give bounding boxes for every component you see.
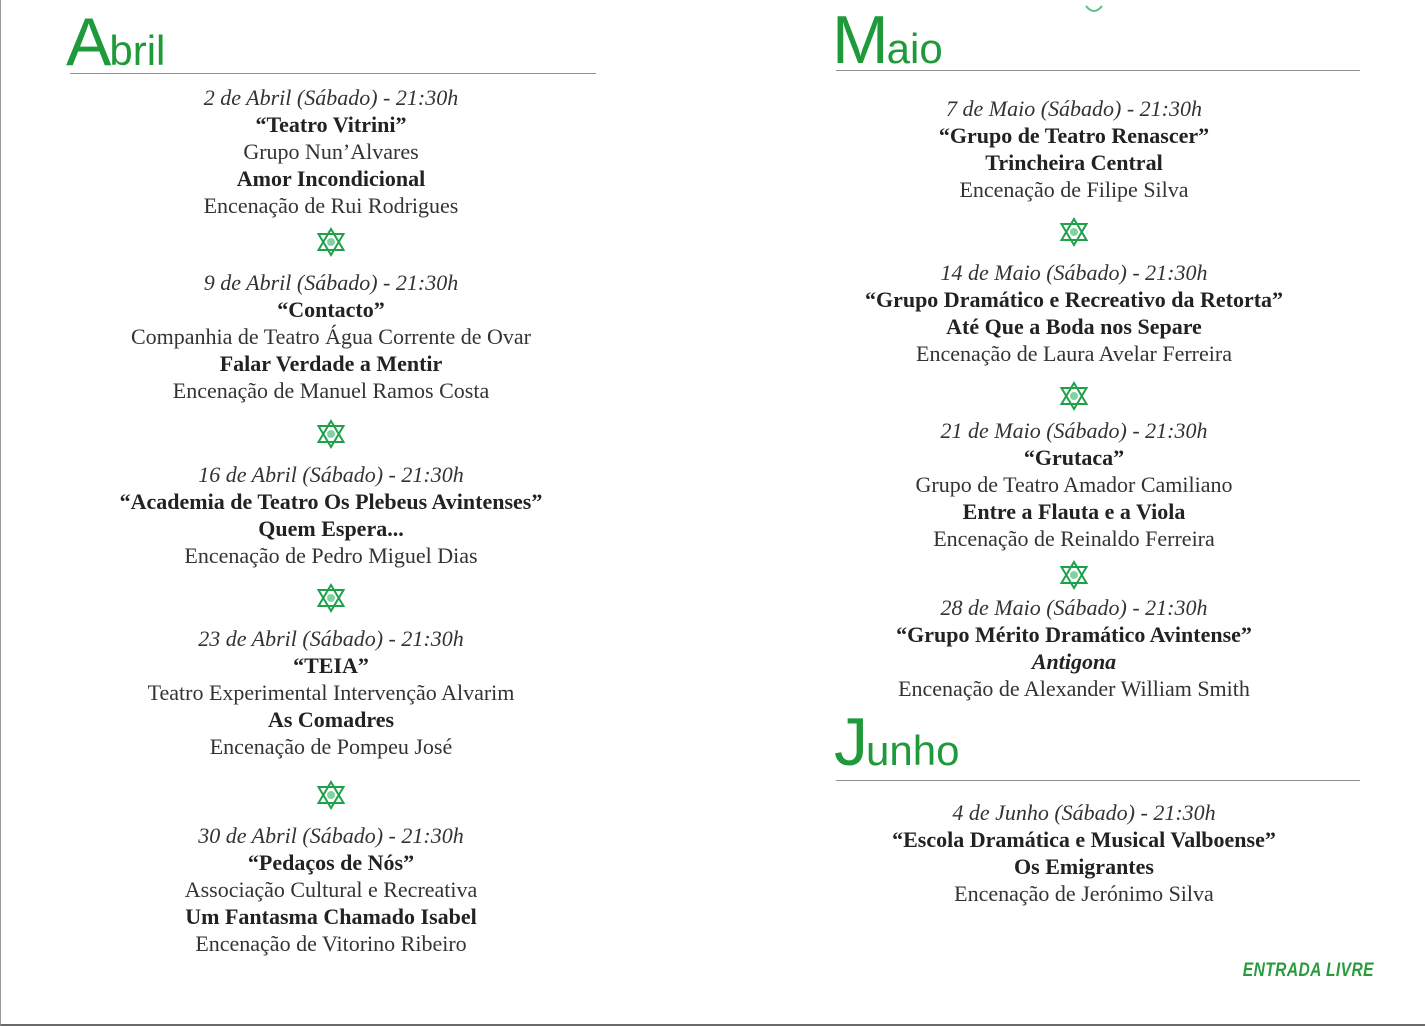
heading-rule-junho [836,780,1360,781]
event-abril-4 [66,625,596,760]
event-director: Encenação de Pedro Miguel Dias [184,543,478,568]
event-abril-5 [66,822,596,957]
month-heading-abril [66,4,166,80]
event-group: Grupo de Teatro Amador Camiliano [915,472,1233,497]
event-company: “Escola Dramática e Musical Valboense” [892,827,1276,852]
heading-rest: bril [109,27,166,74]
event-maio-4 [836,594,1312,702]
event-director: Encenação de Vitorino Ribeiro [195,931,467,956]
star-of-david-icon [1058,560,1090,590]
event-abril-1 [66,84,596,219]
junho-column [846,799,1322,907]
event-director: Encenação de Manuel Ramos Costa [172,378,490,403]
event-date: 9 de Abril (Sábado) - 21:30h [203,270,459,295]
event-date: 4 de Junho (Sábado) - 21:30h [952,800,1216,825]
event-director: Encenação de Laura Avelar Ferreira [916,341,1232,366]
event-play: Os Emigrantes [1014,854,1154,879]
star-of-david-icon [315,780,347,810]
event-play: Amor Incondicional [236,166,426,191]
event-play: Trincheira Central [985,150,1163,175]
heading-rule-maio [836,70,1360,71]
event-company: “Grupo Mérito Dramático Avintense” [896,622,1252,647]
event-play: Quem Espera... [258,516,404,541]
star-of-david-icon [315,227,347,257]
event-date: 23 de Abril (Sábado) - 21:30h [198,626,464,651]
event-director: Encenação de Reinaldo Ferreira [933,526,1215,551]
heading-rule-abril [70,73,596,74]
event-company: “Grutaca” [1023,445,1125,470]
event-director: Encenação de Alexander William Smith [898,676,1250,701]
event-director: Encenação de Filipe Silva [959,177,1189,202]
heading-rest: unho [866,727,960,774]
heading-initial: A [66,4,110,80]
event-maio-1 [836,95,1312,203]
event-date: 30 de Abril (Sábado) - 21:30h [198,823,464,848]
heading-rest: aio [886,25,943,72]
event-group: Teatro Experimental Intervenção Alvarim [147,680,515,705]
event-group: Grupo Nun’Alvares [243,139,419,164]
event-play: As Comadres [267,707,395,732]
event-company: “Grupo Dramático e Recreativo da Retorta” [864,287,1284,312]
event-play: Entre a Flauta e a Viola [962,499,1186,524]
event-date: 2 de Abril (Sábado) - 21:30h [203,85,459,110]
event-play: Até Que a Boda nos Separe [946,314,1202,339]
month-heading-junho [834,704,960,780]
event-group: Companhia de Teatro Água Corrente de Ovar [130,324,532,349]
event-maio-3 [836,417,1312,552]
event-date: 28 de Maio (Sábado) - 21:30h [940,595,1208,620]
event-company: “Academia de Teatro Os Plebeus Avintenses” [119,489,543,514]
event-abril-2 [66,269,596,404]
heading-initial: M [832,2,887,78]
event-play: Antigona [1031,649,1117,674]
heading-initial: J [834,704,866,780]
abril-column [66,84,596,957]
event-director: Encenação de Rui Rodrigues [203,193,459,218]
arc-mark-icon [1084,2,1104,18]
event-play: Falar Verdade a Mentir [219,351,443,376]
event-director: Encenação de Jerónimo Silva [954,881,1214,906]
event-date: 21 de Maio (Sábado) - 21:30h [940,418,1208,443]
event-date: 14 de Maio (Sábado) - 21:30h [940,260,1208,285]
event-play: Um Fantasma Chamado Isabel [185,904,477,929]
entrada-livre-label: ENTRADA LIVRE [1242,960,1374,981]
event-maio-2 [836,259,1312,367]
maio-column [836,95,1312,702]
star-of-david-icon [1058,217,1090,247]
event-group: Associação Cultural e Recreativa [184,877,478,902]
event-company: “Teatro Vitrini” [255,112,407,137]
month-heading-maio [832,2,943,78]
event-company: “Grupo de Teatro Renascer” [938,123,1210,148]
star-of-david-icon [1058,381,1090,411]
event-date: 16 de Abril (Sábado) - 21:30h [198,462,464,487]
star-of-david-icon [315,419,347,449]
event-company: “Contacto” [277,297,385,322]
event-date: 7 de Maio (Sábado) - 21:30h [945,96,1202,121]
event-abril-3 [66,461,596,569]
star-of-david-icon [315,583,347,613]
event-company: “TEIA” [293,653,369,678]
event-company: “Pedaços de Nós” [247,850,415,875]
event-director: Encenação de Pompeu José [209,734,453,759]
event-junho-1 [846,799,1322,907]
